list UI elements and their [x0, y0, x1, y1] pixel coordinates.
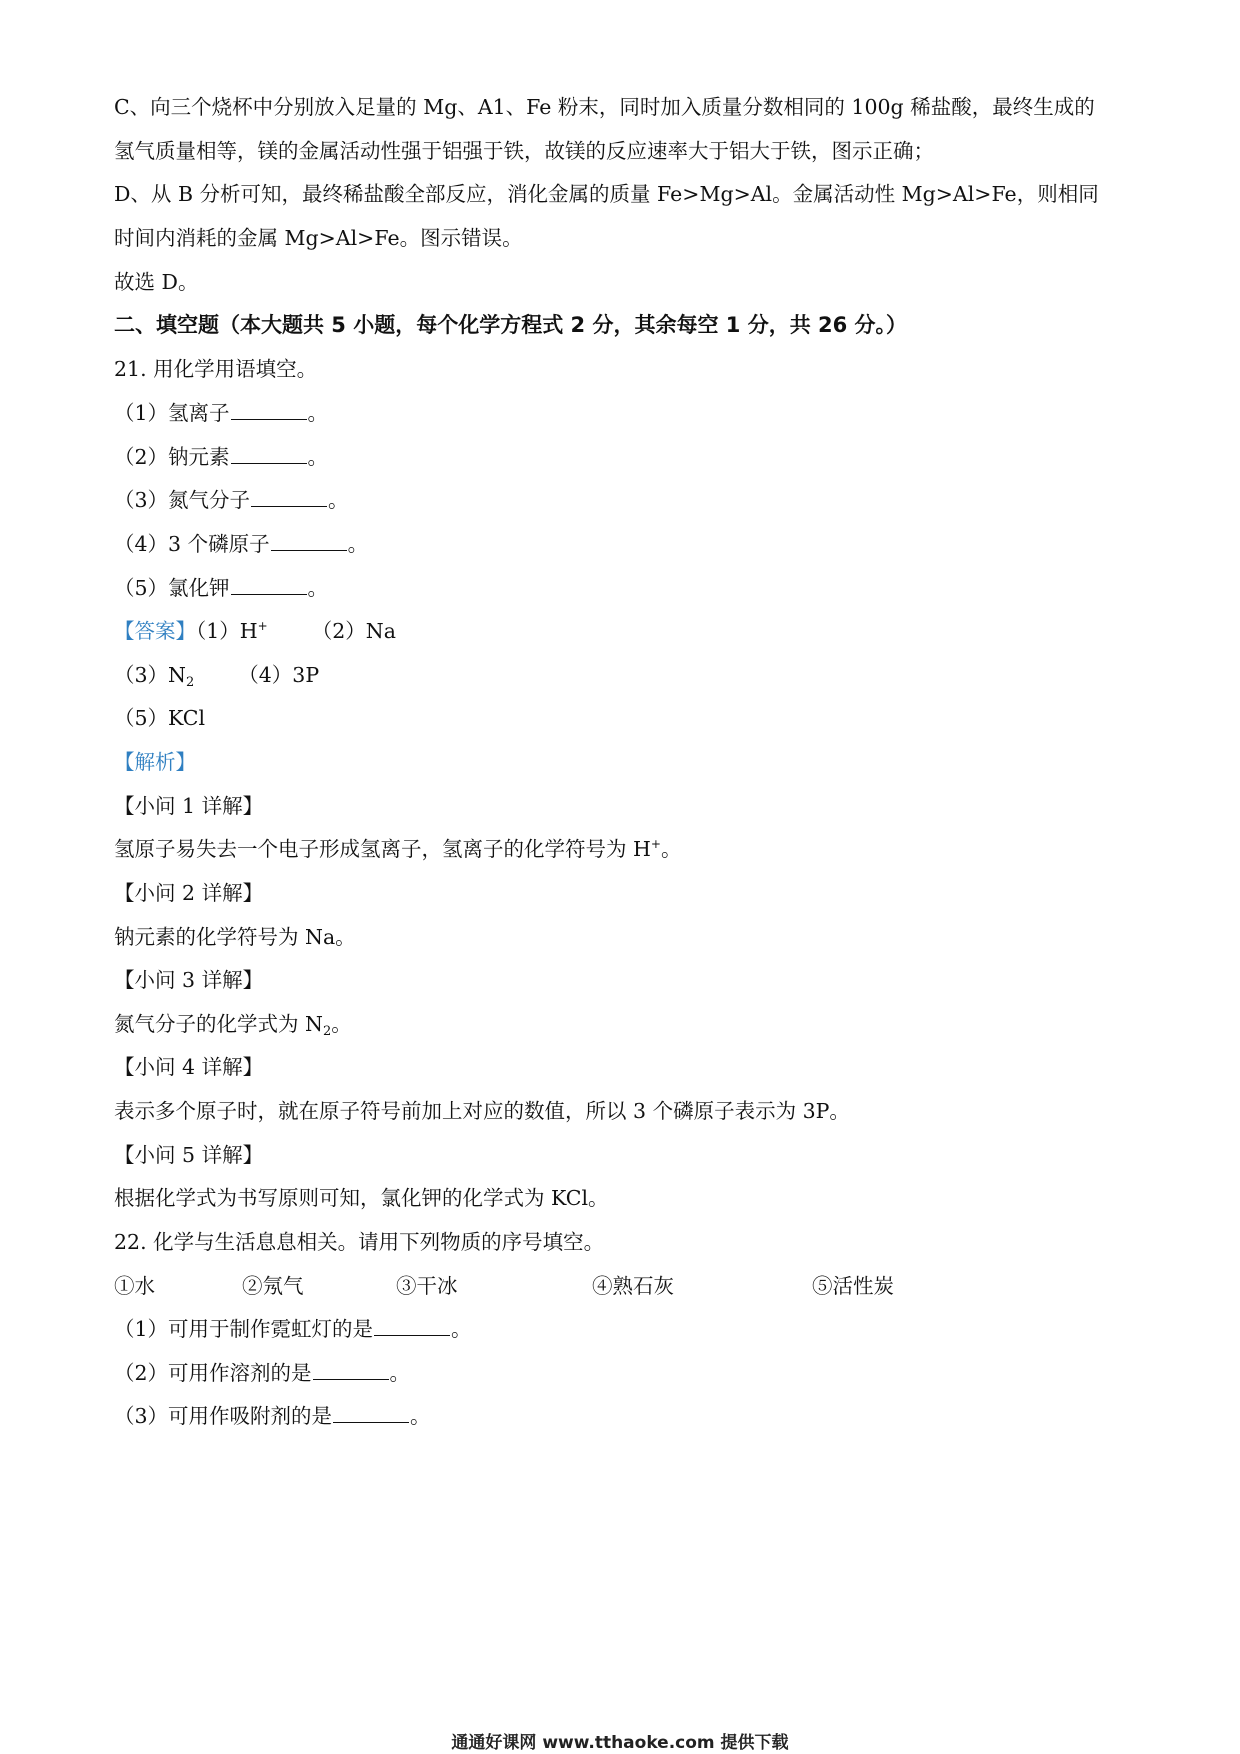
answer-blank [231, 401, 307, 420]
detail-5-text: 根据化学式为书写原则可知，氯化钾的化学式为 KCl。 [114, 1186, 609, 1210]
q21-item-1-prefix: （1）氢离子 [114, 401, 230, 425]
q22-item-3-prefix: （3）可用作吸附剂的是 [114, 1404, 333, 1428]
q21-item-4 [114, 530, 368, 558]
q21-item-5-suffix: 。 [307, 576, 329, 600]
q21-stem: 21. 用化学用语填空。 [114, 357, 318, 381]
answer-blank [231, 576, 307, 595]
answer-2: （2）Na [311, 619, 396, 643]
detail-3-title: 【小问 3 详解】 [114, 968, 264, 992]
explanation-c-line2: 氢气质量相等，镁的金属活动性强于铝强于铁，故镁的反应速率大于铝大于铁，图示正确； [114, 139, 934, 163]
q22-item-2-prefix: （2）可用作溶剂的是 [114, 1361, 312, 1385]
answer-5: （5）KCl [114, 706, 206, 730]
q21-item-5-prefix: （5）氯化钾 [114, 576, 230, 600]
answer-blank [333, 1404, 409, 1423]
detail-1-text: 氢原子易失去一个电子形成氢离子，氢离子的化学符号为 H+。 [114, 837, 682, 861]
q21-item-3-suffix: 。 [328, 488, 349, 512]
explanation-d-line1: D、从 B 分析可知，最终稀盐酸全部反应，消化金属的质量 Fe>Mg>Al。金属活动性 Mg>Al>Fe，则相同 [114, 182, 1099, 206]
explanation-conclusion: 故选 D。 [114, 270, 199, 294]
answer-blank [251, 488, 327, 507]
page-footer: 通通好课网 www.tthaoke.com 提供下载 [451, 1733, 789, 1753]
q21-item-2-prefix: （2）钠元素 [114, 445, 230, 469]
section-heading: 二、填空题（本大题共 5 小题，每个化学方程式 2 分，其余每空 1 分，共 26 分。） [114, 313, 908, 337]
q21-item-1 [114, 399, 328, 427]
q21-item-2-suffix: 。 [307, 445, 329, 469]
q22-option-1: ①水 [114, 1274, 155, 1298]
q21-answer-row-1 [114, 617, 396, 645]
q22-item-1-suffix: 。 [451, 1317, 472, 1341]
q21-item-2 [114, 443, 328, 471]
q21-item-3 [114, 486, 349, 514]
answer-4: （4）3P [238, 663, 320, 687]
detail-2-text: 钠元素的化学符号为 Na。 [114, 925, 356, 949]
detail-3-text: 氮气分子的化学式为 $N_2$。 [114, 1012, 352, 1039]
q22-item-1 [114, 1315, 472, 1343]
answer-blank [231, 445, 307, 464]
q22-option-2: ②氖气 [242, 1274, 304, 1298]
q22-stem: 22. 化学与生活息息相关。请用下列物质的序号填空。 [114, 1230, 605, 1254]
q21-item-3-prefix: （3）氮气分子 [114, 488, 251, 512]
q22-item-2 [114, 1359, 410, 1387]
detail-1-title: 【小问 1 详解】 [114, 794, 264, 818]
q22-item-3 [114, 1402, 431, 1430]
q21-item-4-prefix: （4）3 个磷原子 [114, 532, 270, 556]
q22-option-3: ③干冰 [396, 1274, 458, 1298]
answer-label: 【答案】 [114, 619, 196, 643]
answer-blank [313, 1361, 389, 1380]
detail-5-title: 【小问 5 详解】 [114, 1143, 264, 1167]
q21-item-1-suffix: 。 [307, 401, 329, 425]
answer-1: （1）H+ [196, 619, 268, 643]
q22-option-5: ⑤活性炭 [812, 1274, 894, 1298]
q21-answer-row-2 [114, 661, 319, 689]
q22-item-3-suffix: 。 [410, 1404, 431, 1428]
answer-blank [271, 532, 347, 551]
q22-option-4: ④熟石灰 [592, 1274, 674, 1298]
explanation-c-line1: C、向三个烧杯中分别放入足量的 Mg、A1、Fe 粉末，同时加入质量分数相同的 100g 稀盐酸，最终生成的 [114, 95, 1095, 119]
detail-4-text: 表示多个原子时，就在原子符号前加上对应的数值，所以 3 个磷原子表示为 3P。 [114, 1099, 850, 1123]
detail-2-title: 【小问 2 详解】 [114, 881, 264, 905]
q21-item-4-suffix: 。 [347, 532, 369, 556]
q22-item-2-suffix: 。 [389, 1361, 411, 1385]
q22-item-1-prefix: （1）可用于制作霓虹灯的是 [114, 1317, 374, 1341]
analysis-label: 【解析】 [114, 750, 196, 774]
explanation-d-line2: 时间内消耗的金属 Mg>Al>Fe。图示错误。 [114, 226, 523, 250]
q21-item-5 [114, 574, 328, 602]
answer-blank [374, 1317, 450, 1336]
answer-3: $(3)N_2$ [114, 663, 195, 690]
detail-4-title: 【小问 4 详解】 [114, 1055, 264, 1079]
